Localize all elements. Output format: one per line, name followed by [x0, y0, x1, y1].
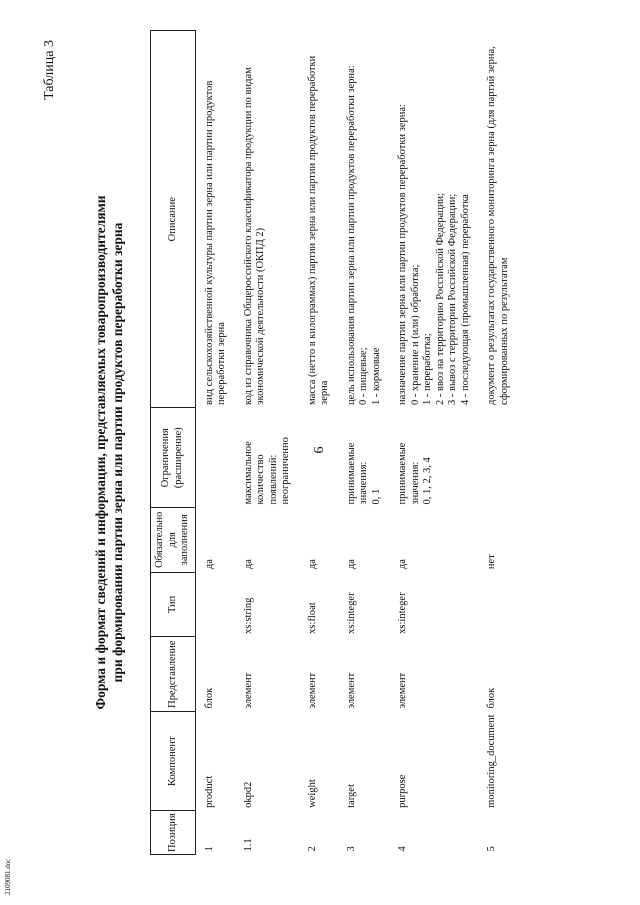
table-row	[195, 31, 235, 855]
page-number: 6	[312, 446, 327, 454]
cell-component: purpose	[397, 774, 408, 808]
cell-component: okpd2	[242, 781, 254, 808]
footer-file-code: 2109081.doc	[4, 858, 12, 895]
rotated-page-content	[40, 30, 600, 875]
cell-position: 4	[397, 846, 408, 852]
cell-position: 1	[203, 846, 215, 852]
cell-restrictions	[478, 408, 517, 508]
cell-type: xs:string	[242, 597, 254, 634]
cell-representation: блок	[486, 687, 497, 709]
cell-representation: элемент	[397, 672, 408, 709]
spec-table	[150, 30, 517, 855]
cell-type	[478, 572, 517, 637]
header-restrictions: Ограничения (расширение)	[151, 408, 196, 508]
title-line: при формировании партии зерна или партии продуктов переработки зерна	[110, 222, 125, 683]
cell-representation: блок	[203, 687, 215, 709]
cell-required: да	[242, 559, 254, 570]
cell-required: да	[345, 559, 357, 570]
cell-required: да	[203, 559, 215, 570]
table-row	[389, 31, 478, 855]
title-line: Форма и формат сведений и информации, представляемых товаропроизводителями	[93, 195, 108, 710]
cell-position: 1.1	[242, 838, 254, 852]
table-header-row	[151, 31, 196, 855]
cell-position: 5	[486, 846, 497, 852]
cell-restrictions	[195, 408, 235, 508]
cell-description: вид сельскохозяйственной культуры партии зерна или партии продуктов переработки зерна	[203, 80, 227, 405]
cell-description: документ о результатах государственного мониторинга зерна (для партий зерна, сформированных по результатам	[486, 46, 510, 405]
cell-representation: элемент	[345, 672, 357, 709]
table-row	[338, 31, 390, 855]
cell-description: назначение партии зерна или партии продуктов переработки зерна: 0 - хранение и (или) обработка; 1 - переработка; 2 - ввоз на территорию Российской Федерации; 3 - вывоз с территории Российской Федерации; 4 - последующая (промышленная) переработка	[397, 104, 471, 405]
cell-restrictions: принимаемые значения: 0, 1, 2, 3, 4	[397, 442, 433, 505]
cell-component: target	[345, 784, 357, 808]
header-representation: Представление	[151, 637, 196, 712]
document-title	[92, 30, 126, 875]
cell-representation: элемент	[306, 672, 318, 709]
cell-description: цель использования партии зерна или партии продуктов переработки зерна: 0 - пищевые; 1 - кормовые	[345, 65, 382, 405]
cell-restrictions: максимальное количество появлений: неограниченно	[242, 437, 291, 505]
header-description: Описание	[151, 31, 196, 408]
cell-restrictions	[299, 408, 338, 508]
header-required: Обязательно для заполнения	[151, 508, 196, 573]
cell-position: 2	[306, 846, 318, 852]
cell-required: да	[306, 559, 318, 570]
cell-type: xs:integer	[345, 592, 357, 634]
header-component: Компонент	[151, 712, 196, 811]
cell-type	[195, 572, 235, 637]
table-row	[299, 31, 338, 855]
table-row	[478, 31, 517, 855]
table-label: Таблица 3	[42, 40, 57, 100]
cell-type: xs:integer	[397, 592, 408, 634]
header-type: Тип	[151, 572, 196, 637]
cell-required: нет	[486, 554, 497, 570]
table-row	[235, 31, 299, 855]
cell-component: monitoring_document	[486, 714, 497, 808]
header-position: Позиция	[151, 811, 196, 855]
cell-description: код из справочника Общероссийского классификатора продукции по видам экономической деятельности (ОКПД 2)	[242, 67, 266, 405]
cell-restrictions: принимаемые значения: 0, 1	[345, 442, 382, 505]
cell-position: 3	[345, 846, 357, 852]
cell-type: xs:float	[306, 602, 318, 634]
cell-required: да	[397, 559, 408, 570]
cell-component: product	[203, 775, 215, 808]
cell-description: масса (нетто в килограммах) партии зерна или партии продуктов переработки зерна	[306, 55, 330, 405]
cell-component: weight	[306, 779, 318, 808]
cell-representation: элемент	[242, 672, 254, 709]
